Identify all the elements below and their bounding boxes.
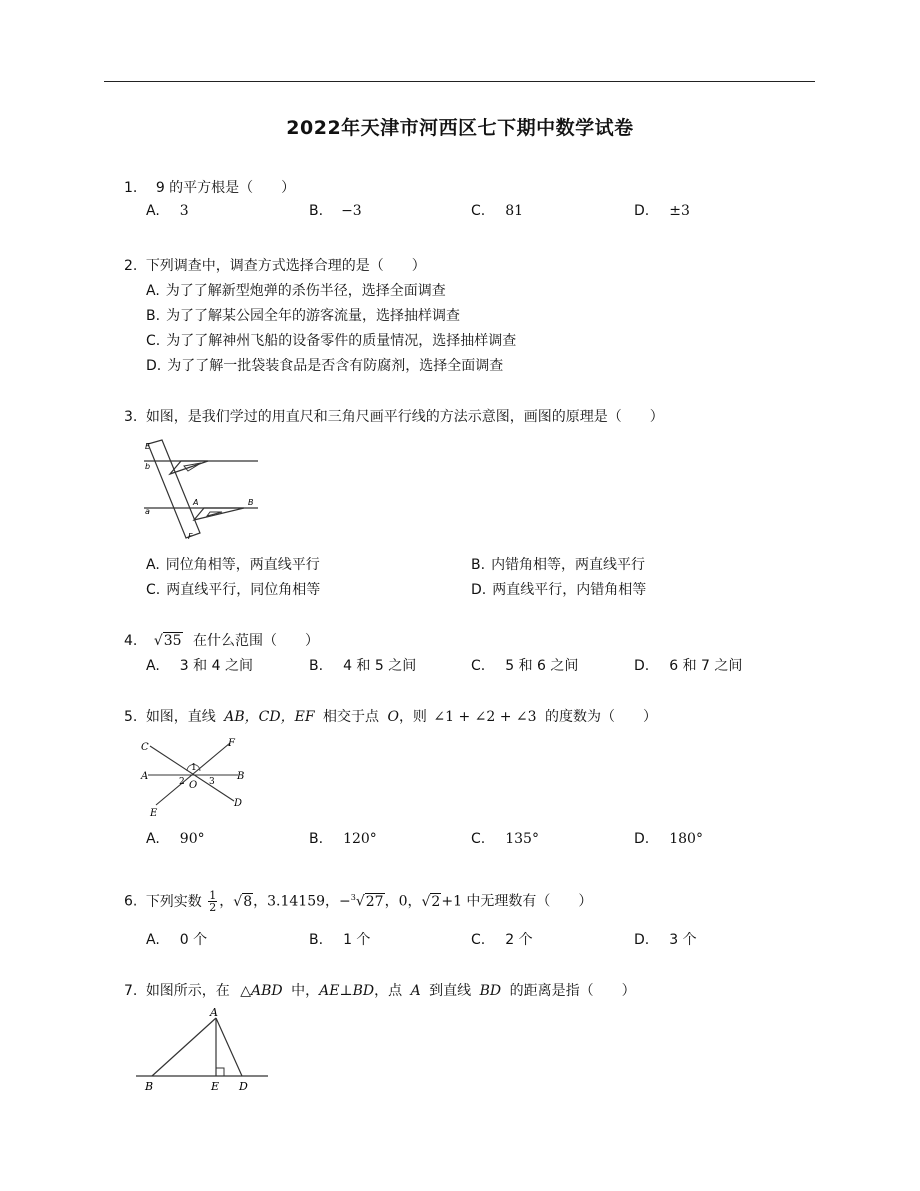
perpendicular-ae-bd: AE⊥BD	[319, 983, 375, 999]
label-d: D	[239, 1080, 248, 1093]
question-number: 5.	[124, 709, 138, 725]
sqrt-8: √8	[233, 893, 253, 910]
question-7-stem: 7. 如图所示，在 △ABD 中，AE⊥BD，点 A 到直线 BD 的距离是指（ ）	[124, 983, 636, 999]
question-number: 4.	[124, 633, 138, 649]
q1-option-d[interactable]: D. ±3	[634, 203, 690, 219]
label-angle-3: 3	[209, 777, 215, 787]
q2-option-d[interactable]: D. 为了了解一批袋装食品是否含有防腐剂，选择全面调查	[146, 358, 504, 374]
label-a-line: a	[145, 507, 150, 516]
question-text: 如图，是我们学过的用直尺和三角尺画平行线的方法示意图，画图的原理是（ ）	[145, 409, 664, 425]
q5-option-d[interactable]: D. 180°	[634, 831, 703, 847]
lines-ab-cd-ef: AB，CD，EF	[224, 709, 315, 725]
q1-option-a[interactable]: A. 3	[146, 203, 189, 219]
cube-root-27: $^3$√27	[350, 892, 384, 910]
q3-option-c[interactable]: C. 两直线平行，同位角相等	[146, 582, 321, 598]
q2-option-b[interactable]: B. 为了了解某公园全年的游客流量，选择抽样调查	[146, 308, 461, 324]
label-a: A	[210, 1006, 218, 1019]
fraction-one-half: $\frac{1}{2}$	[209, 889, 217, 914]
label-b: B	[237, 771, 245, 782]
label-b-line: b	[145, 462, 151, 471]
q4-option-b[interactable]: B. 4 和 5 之间	[309, 658, 417, 674]
q1-option-c[interactable]: C. 81	[471, 203, 524, 219]
q5-option-c[interactable]: C. 135°	[471, 831, 539, 847]
label-e: E	[211, 1080, 220, 1093]
label-e: E	[150, 808, 158, 819]
label-d: D	[234, 798, 243, 809]
q2-option-c[interactable]: C. 为了了解神州飞船的设备零件的质量情况，选择抽样调查	[146, 333, 517, 349]
label-f: F	[228, 738, 235, 749]
q4-option-a[interactable]: A. 3 和 4 之间	[146, 658, 253, 674]
intersecting-lines-figure	[138, 736, 254, 820]
q3-option-d[interactable]: D. 两直线平行，内错角相等	[471, 582, 647, 598]
label-a: A	[141, 771, 149, 782]
label-b: B	[145, 1080, 154, 1093]
q3-option-a[interactable]: A. 同位角相等，两直线平行	[146, 557, 320, 573]
q5-option-a[interactable]: A. 90°	[146, 831, 205, 847]
question-number: 6.	[124, 893, 138, 910]
question-1-stem	[124, 177, 295, 197]
question-text: 9 的平方根是（ ）	[155, 180, 296, 196]
label-angle-2: 2	[179, 777, 185, 787]
question-5-stem: 5. 如图，直线 AB，CD，EF 相交于点 O，则 ∠1 + ∠2 + ∠3 的度数为（ ）	[124, 709, 658, 725]
q6-option-d[interactable]: D. 3 个	[634, 932, 697, 948]
label-e: E	[145, 442, 151, 451]
q4-option-d[interactable]: D. 6 和 7 之间	[634, 658, 743, 674]
question-number: 2.	[124, 258, 138, 274]
label-f: F	[188, 532, 193, 541]
question-number: 3.	[124, 409, 138, 425]
q3-option-b[interactable]: B. 内错角相等，两直线平行	[471, 557, 646, 573]
label-b-point: B	[248, 498, 254, 507]
label-c: C	[141, 742, 149, 753]
sqrt-35: √35	[153, 633, 182, 649]
ruler-triangle-figure	[140, 436, 264, 542]
question-2-stem	[124, 255, 426, 275]
q2-option-a[interactable]: A. 为了了解新型炮弹的杀伤半径，选择全面调查	[146, 283, 446, 299]
top-rule	[104, 81, 815, 82]
question-3-stem	[124, 406, 664, 426]
triangle-abd: △ABD	[240, 983, 283, 999]
sqrt-2: √2	[421, 893, 441, 910]
angle-sum-expression: ∠1 + ∠2 + ∠3	[433, 709, 537, 725]
triangle-abd-figure	[132, 1004, 272, 1094]
q6-option-c[interactable]: C. 2 个	[471, 932, 533, 948]
q4-option-c[interactable]: C. 5 和 6 之间	[471, 658, 579, 674]
label-a-point: A	[193, 498, 199, 507]
q6-option-b[interactable]: B. 1 个	[309, 932, 371, 948]
label-angle-1: 1	[191, 763, 197, 773]
question-text: 下列调查中，调查方式选择合理的是（ ）	[145, 258, 426, 274]
q1-option-b[interactable]: B. −3	[309, 203, 362, 219]
question-6-stem: 6. 下列实数 $\frac{1}{2}$ ，√8，3.14159，−$^3$√27，0，√2+1 中无理数有（ ）	[124, 889, 593, 914]
question-number: 1.	[124, 180, 138, 196]
q6-option-a[interactable]: A. 0 个	[146, 932, 208, 948]
question-number: 7.	[124, 983, 138, 999]
question-text: 在什么范围（ ）	[193, 633, 320, 649]
label-o: O	[189, 780, 198, 791]
page-title: 2022年天津市河西区七下期中数学试卷	[286, 117, 634, 139]
q5-option-b[interactable]: B. 120°	[309, 831, 377, 847]
question-4-stem	[124, 630, 319, 650]
